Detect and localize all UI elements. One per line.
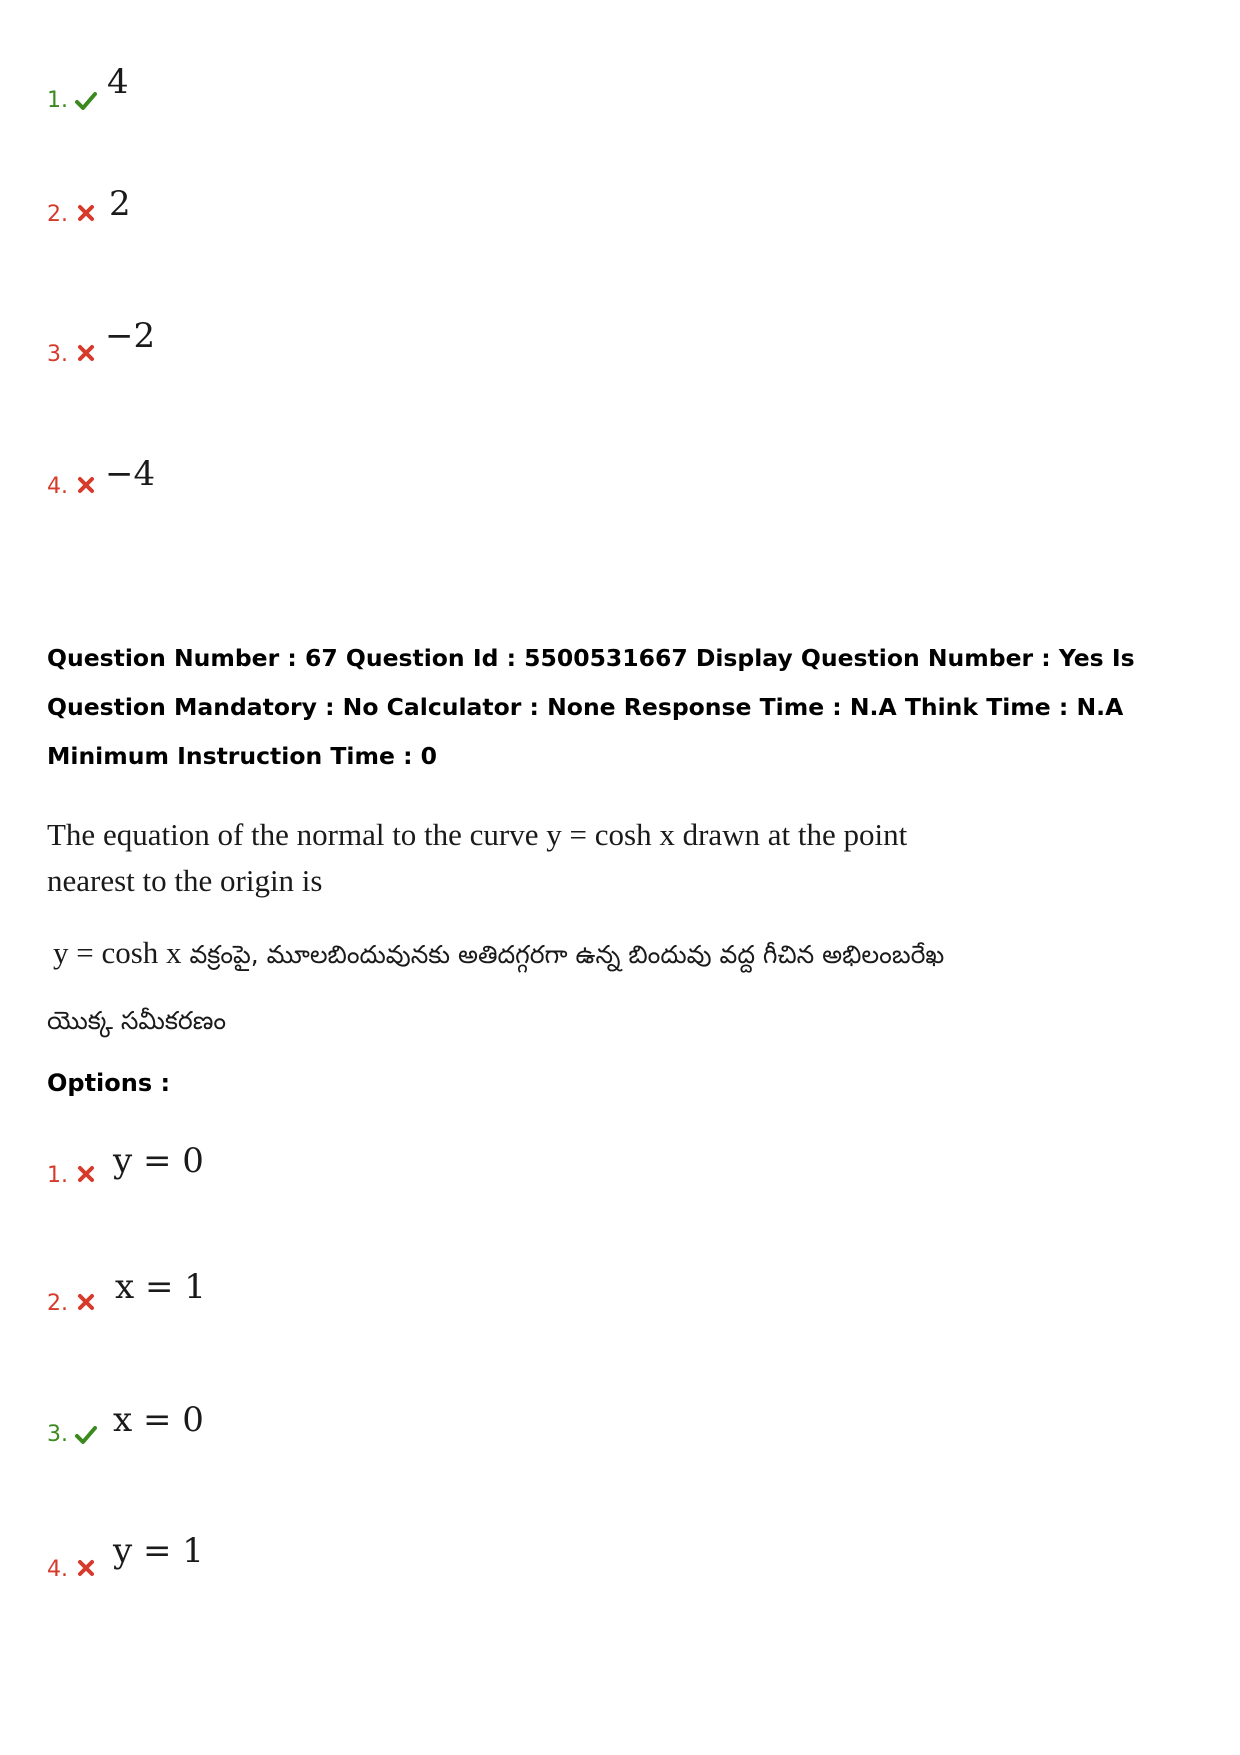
option-value: y = 1 [113, 1531, 204, 1571]
cross-icon [75, 342, 97, 364]
check-icon [75, 1424, 97, 1446]
option-number: 2. [47, 1291, 68, 1316]
cross-icon [75, 1291, 97, 1313]
question-math: y = cosh x [53, 935, 182, 970]
question-text-english: The equation of the normal to the curve y = cosh x drawn at the point nearest to the origin is [47, 817, 908, 898]
option-number: 3. [47, 1422, 68, 1447]
option-value: y = 0 [113, 1141, 204, 1181]
option-number: 3. [47, 342, 68, 367]
cross-icon [75, 1163, 97, 1185]
option-value: 4 [107, 62, 129, 102]
option-number: 2. [47, 202, 68, 227]
check-icon [75, 90, 97, 112]
option-value: −4 [105, 454, 156, 494]
option-number: 1. [47, 88, 68, 113]
option-value: x = 0 [113, 1400, 204, 1440]
option-value: −2 [105, 316, 156, 356]
option-value: x = 1 [115, 1267, 206, 1307]
question-telugu-text: వక్రంపై, మూలబిందువునకు అతిదగ్గరగా ఉన్న బిందువు వద్ద గీచిన అభిలంబరేఖ యొక్క సమీకరణం [47, 940, 945, 1035]
option-number: 4. [47, 474, 68, 499]
option-number: 1. [47, 1163, 68, 1188]
option-value: 2 [109, 184, 131, 224]
question-text-telugu [47, 920, 947, 1054]
cross-icon [75, 474, 97, 496]
question-meta: Question Number : 67 Question Id : 5500531667 Display Question Number : Yes Is Question Mandatory : No Calculator : None Response Time : N.A Think Time : N.A Minimum Instruction Time : 0 [47, 644, 1135, 770]
options-label: Options : [47, 1069, 171, 1097]
cross-icon [75, 202, 97, 224]
option-number: 4. [47, 1557, 68, 1582]
cross-icon [75, 1557, 97, 1579]
